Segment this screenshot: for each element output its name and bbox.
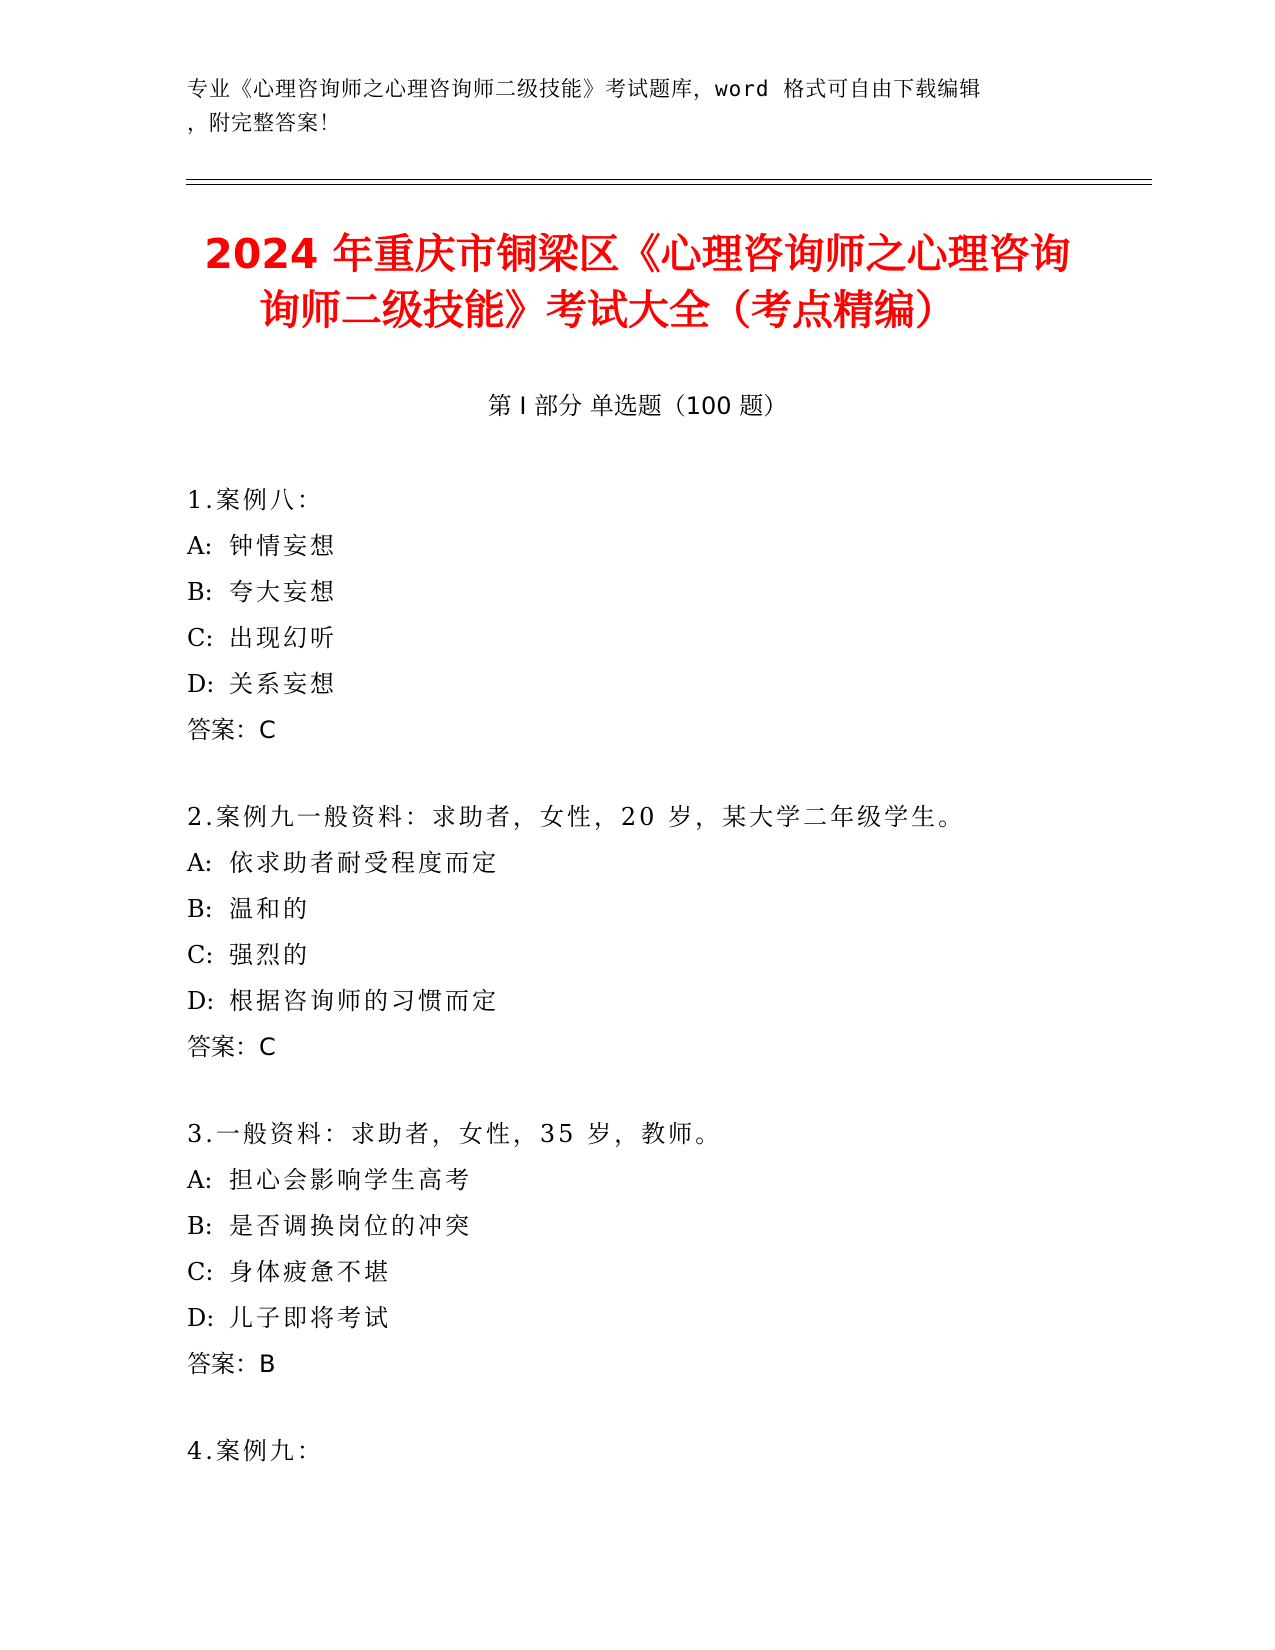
option-letter: A: (187, 532, 213, 560)
option-text: 钟情妄想 (229, 532, 337, 560)
option-text: 儿子即将考试 (229, 1304, 391, 1332)
option-b (187, 886, 1147, 932)
document-title-line-1: 2024 年重庆市铜梁区《心理咨询师之心理咨询 (204, 230, 1071, 278)
option-letter: D: (187, 670, 215, 698)
option-letter: A: (187, 849, 213, 877)
question-stem: 2.案例九一般资料：求助者，女性，20 岁，某大学二年级学生。 (187, 803, 966, 831)
option-letter: C: (187, 1258, 214, 1286)
section-heading: 第 I 部分 单选题（100 题） (487, 392, 788, 420)
option-letter: C: (187, 624, 214, 652)
option-d (187, 978, 1147, 1024)
option-c (187, 932, 1147, 978)
option-text: 强烈的 (229, 941, 310, 969)
option-text: 是否调换岗位的冲突 (229, 1212, 472, 1240)
option-b (187, 1203, 1147, 1249)
option-letter: D: (187, 987, 215, 1015)
answer-line: 答案：C (187, 1033, 276, 1061)
option-a (187, 1157, 1147, 1203)
document-title-line-2: 询师二级技能》考试大全（考点精编） (259, 286, 956, 334)
option-c (187, 615, 1147, 661)
header-note (187, 72, 1067, 140)
question-stem: 3.一般资料：求助者，女性，35 岁，教师。 (187, 1120, 723, 1148)
question-2 (187, 794, 1147, 1070)
option-text: 关系妄想 (229, 670, 337, 698)
option-letter: B: (187, 895, 213, 923)
option-text: 根据咨询师的习惯而定 (229, 987, 499, 1015)
option-text: 身体疲惫不堪 (229, 1258, 391, 1286)
option-letter: B: (187, 1212, 213, 1240)
option-letter: C: (187, 941, 214, 969)
question-4 (187, 1428, 1147, 1474)
answer-line: 答案：C (187, 716, 276, 744)
question-3 (187, 1111, 1147, 1387)
header-divider-bottom (186, 184, 1152, 185)
header-note-line-1: 专业《心理咨询师之心理咨询师二级技能》考试题库，word 格式可自由下载编辑 (187, 77, 982, 101)
answer-line: 答案：B (187, 1350, 276, 1378)
question-stem: 4.案例九： (187, 1437, 324, 1465)
option-letter: D: (187, 1304, 215, 1332)
option-a (187, 523, 1147, 569)
option-a (187, 840, 1147, 886)
option-text: 出现幻听 (229, 624, 337, 652)
option-letter: A: (187, 1166, 213, 1194)
option-text: 温和的 (229, 895, 310, 923)
question-list (187, 477, 1147, 1515)
option-c (187, 1249, 1147, 1295)
option-letter: B: (187, 578, 213, 606)
option-text: 夸大妄想 (229, 578, 337, 606)
option-d (187, 1295, 1147, 1341)
header-divider-top (186, 179, 1152, 180)
option-text: 担心会影响学生高考 (229, 1166, 472, 1194)
option-text: 依求助者耐受程度而定 (229, 849, 499, 877)
question-stem: 1.案例八： (187, 486, 324, 514)
question-1 (187, 477, 1147, 753)
header-note-line-2: ，附完整答案！ (187, 111, 341, 135)
option-b (187, 569, 1147, 615)
option-d (187, 661, 1147, 707)
